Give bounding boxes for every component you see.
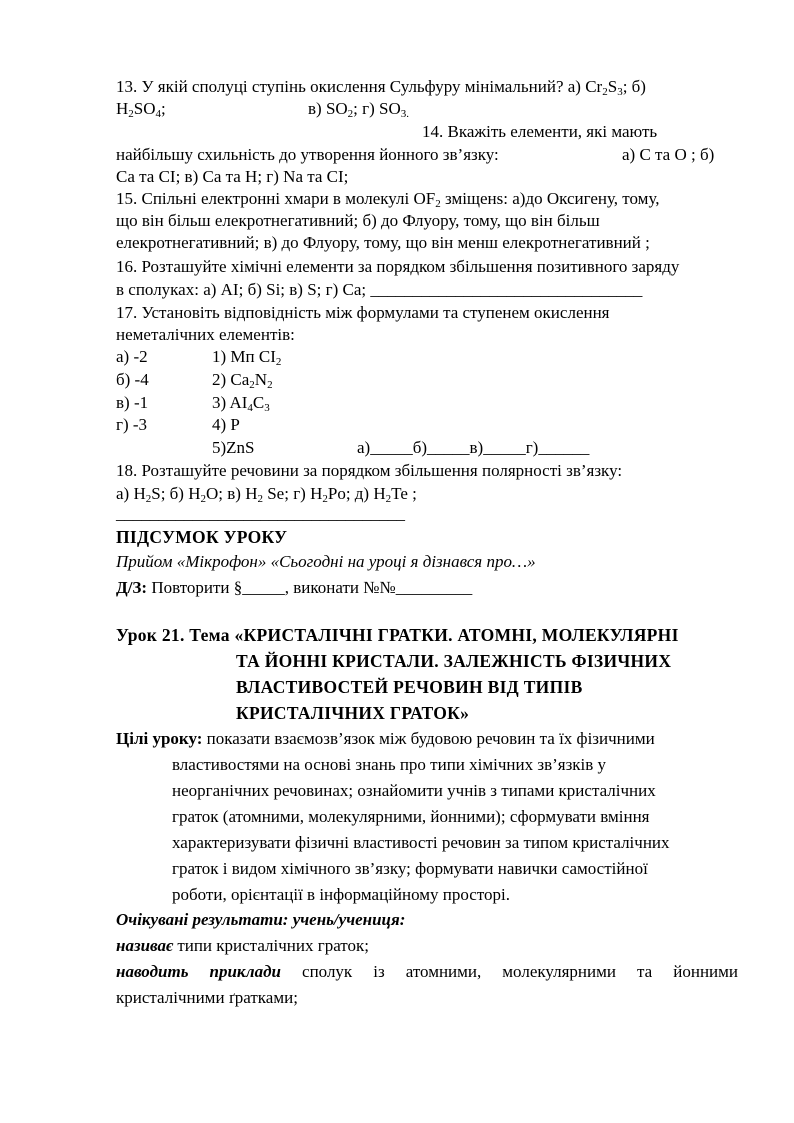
goals-line7: роботи, орієнтації в інформаційному просторі. <box>172 885 511 904</box>
q16-line2: в сполуках: а) AI; б) Si; в) S; г) Ca; ________________________________ <box>116 280 643 299</box>
examples-text: сполук із атомними, молекулярними та йонними <box>302 962 738 981</box>
q13-line2-options <box>308 98 409 120</box>
q13-text: S <box>607 77 618 96</box>
q17-right-2 <box>212 369 273 391</box>
q17-text: N <box>254 370 268 389</box>
goals-label: Цілі уроку: <box>116 729 203 748</box>
q17-text: 1) Mп CI <box>212 347 276 366</box>
homework-line <box>116 577 472 599</box>
lesson21-title-line2: ТА ЙОННІ КРИСТАЛИ. ЗАЛЕЖНІСТЬ ФІЗИЧНИХ <box>236 651 672 671</box>
q13-sub: 2 <box>602 86 608 98</box>
q13-sub: 4 <box>155 108 162 120</box>
goals-text: показати взаємозв’язок між будовою речовин та їх фізичними <box>202 729 655 748</box>
q13-text: в) SO <box>308 99 348 118</box>
q17-sub: 2 <box>267 379 273 391</box>
q17-line2: неметалічних елементів: <box>116 325 295 344</box>
q15-line1 <box>116 188 660 210</box>
examples-label: наводить приклади <box>116 962 281 981</box>
q18-line2 <box>116 483 417 505</box>
q17-text: 3) AI <box>212 393 248 412</box>
q13-line1 <box>116 76 646 98</box>
summary-heading: ПІДСУМОК УРОКУ <box>116 527 288 547</box>
expected-results-heading: Очікувані результати: учень/учениця: <box>116 910 406 929</box>
goals-line3: неорганічних речовинах; ознайомити учнів з типами кристалічних <box>172 781 656 800</box>
q17-sub: 4 <box>247 402 253 414</box>
q17-line1: 17. Установіть відповідність між формулами та ступенем окислення <box>116 303 610 322</box>
names-label: називає <box>116 936 174 955</box>
q13-text: ; <box>161 99 166 118</box>
goals-line2: властивостями на основі знань про типи хімічних зв’язків у <box>172 755 607 774</box>
q14-line2: найбільшу схильність до утворення йонного зв’язку: <box>116 145 499 164</box>
q13-sub: 2 <box>347 108 354 120</box>
q13-text: SO <box>133 99 156 118</box>
q17-right-3 <box>212 392 270 414</box>
q13-line2 <box>116 98 166 120</box>
examples-line2: кристалічними ґратками; <box>116 988 298 1007</box>
q18-sub: 2 <box>322 493 328 505</box>
q13-text: ; г) SO <box>353 99 401 118</box>
examples-line1 <box>116 961 738 983</box>
q13-text: H <box>116 99 129 118</box>
homework-label: Д/З: <box>116 578 148 597</box>
q17-right-5: 5)ZnS <box>212 438 255 457</box>
q17-sub: 2 <box>275 356 282 368</box>
q15-text: 15. Спільні електронні хмари в молекулі OF <box>116 189 436 208</box>
q14-line2-options: а) С та О ; б) <box>622 145 715 164</box>
q17-sub: 2 <box>249 379 255 391</box>
q15-line3: елекротнегативний; в) до Флуору, тому, що він менш елекротнегативний ; <box>116 233 650 252</box>
q17-right-1 <box>212 346 281 368</box>
q17-left-1: а) -2 <box>116 347 148 366</box>
q18-sub: 2 <box>257 493 263 505</box>
q17-answer-blanks[interactable]: а)_____б)_____в)_____г)______ <box>357 438 590 457</box>
lesson21-title-line3: ВЛАСТИВОСТЕЙ РЕЧОВИН ВІД ТИПІВ <box>236 677 583 697</box>
goals-line5: характеризувати фізичні властивості речовин за типом кристалічних <box>172 833 670 852</box>
q13-text: 13. У якій сполуці ступінь окислення Сульфуру мінімальний? а) Cr <box>116 77 603 96</box>
q14-line3: Са та СI; в) Са та Н; г) Na та СI; <box>116 167 349 186</box>
q13-sub: 2 <box>128 108 134 120</box>
q17-left-2: б) -4 <box>116 370 149 389</box>
q17-left-3: в) -1 <box>116 393 149 412</box>
q14-line1: 14. Вкажіть елементи, які мають <box>422 122 658 141</box>
names-line <box>116 935 369 957</box>
q16-line1: 16. Розташуйте хімічні елементи за порядком збільшення позитивного заряду <box>116 257 680 276</box>
summary-technique: Прийом «Мікрофон» «Сьогодні на уроці я дізнався про…» <box>116 552 536 571</box>
q17-sub: 3 <box>264 402 270 414</box>
q17-left-4: г) -3 <box>116 415 148 434</box>
q18-text: S; б) H <box>151 484 201 503</box>
lesson21-title-line1: Урок 21. Тема «КРИСТАЛІЧНІ ГРАТКИ. АТОМНІ, МОЛЕКУЛЯРНІ <box>116 625 679 645</box>
q17-text: 2) Ca <box>212 370 250 389</box>
q15-sub: 2 <box>435 198 441 210</box>
q15-text: зміщенs: а)до Оксигену, тому, <box>440 189 660 208</box>
goals-line4: граток (атомними, молекулярними, йонними); сформувати вміння <box>172 807 650 826</box>
q18-sub: 2 <box>145 493 152 505</box>
q18-line1: 18. Розташуйте речовини за порядком збільшення полярності зв’язку: <box>116 461 623 480</box>
q18-text: а) H <box>116 484 146 503</box>
goals-line1 <box>116 728 655 750</box>
lesson21-title-line4: КРИСТАЛІЧНИХ ГРАТОК» <box>236 703 470 723</box>
names-text: типи кристалічних граток; <box>173 936 369 955</box>
homework-text: Повторити §_____, виконати №№_________ <box>147 578 473 597</box>
q18-sub: 2 <box>200 493 206 505</box>
q13-sub: 3. <box>400 108 410 120</box>
q13-text: ; б) <box>622 77 646 96</box>
q18-sub: 2 <box>385 493 392 505</box>
q18-text: Te ; <box>391 484 417 503</box>
q18-text: Se; г) H <box>262 484 323 503</box>
q17-right-4: 4) P <box>212 415 240 434</box>
q17-text: C <box>252 393 265 412</box>
q18-text: O; в) H <box>206 484 258 503</box>
q13-sub: 3 <box>617 86 623 98</box>
goals-line6: граток і видом хімічного зв’язку; формувати навички самостійної <box>172 859 648 878</box>
q18-text: Po; д) H <box>327 484 386 503</box>
q18-answer-blank[interactable]: __________________________________ <box>116 504 405 523</box>
q15-line2: що він більш елекротнегативний; б) до Флуору, тому, що він більш <box>116 211 600 230</box>
